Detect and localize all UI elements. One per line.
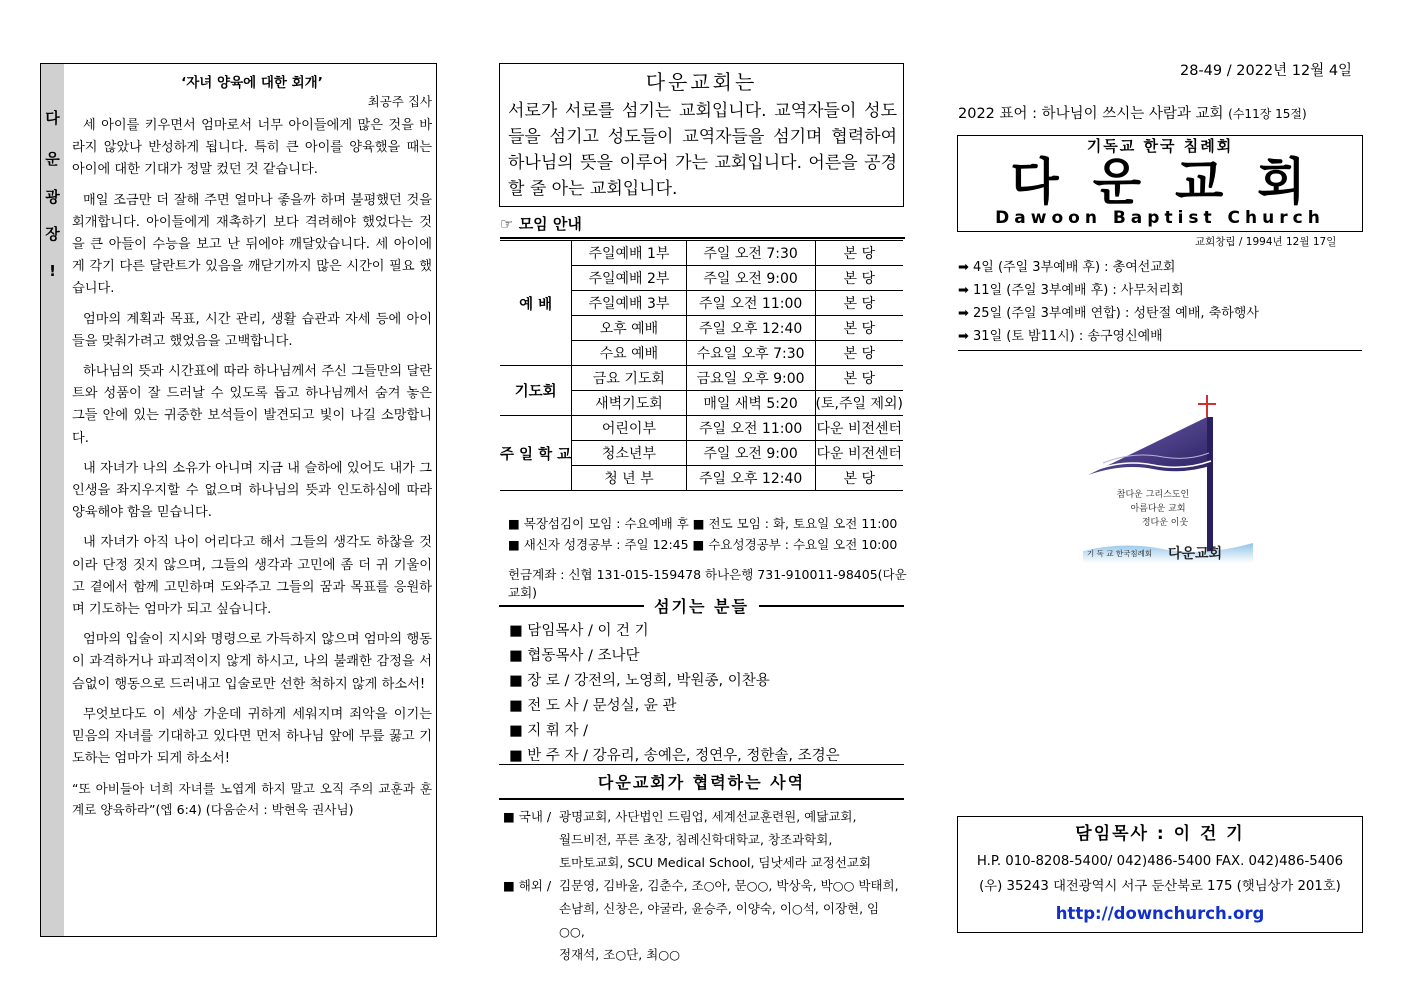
coop-list	[503, 805, 903, 966]
logo-motto-line: 아름다운 교회	[1130, 504, 1186, 514]
about-text: 서로가 서로를 섬기는 교회입니다. 교역자들이 성도들을 섬기고 성도들이 교역자들을 섬기며 협력하여 하나님의 뜻을 이루어 가는 교회입니다. 어른을 공경할 줄 아는 교회입니다.	[508, 101, 897, 199]
sidebar-char: 장	[45, 225, 60, 243]
note-line: ■ 목장섬김이 모임 : 수요예배 후 ■ 전도 모임 : 화, 토요일 오전 11:00	[508, 516, 898, 531]
meeting-header-label: 모임 안내	[518, 215, 582, 233]
sidebar-char: 운	[45, 150, 60, 168]
schedule-item: ➡ 31일 (토 밤11시) : 송구영신예배	[958, 329, 1163, 344]
offering-account: 헌금계좌 : 신협 131-015-159478 하나은행 731-910011-98405(다운교회)	[508, 567, 907, 600]
meeting-time: 금요일 오후 9:00	[686, 366, 815, 391]
coop-overseas	[503, 874, 903, 966]
meeting-time: 주일 오전 9:00	[686, 266, 815, 291]
meeting-place: 본 당	[815, 316, 903, 341]
meeting-name: 주일예배 2부	[572, 266, 687, 291]
issue-info: 28-49 / 2022년 12월 4일	[1180, 63, 1353, 79]
meeting-time: 수요일 오후 7:30	[686, 341, 815, 366]
denomination: 기독교 한국 침례회	[1086, 137, 1234, 155]
schedule-item: ➡ 4일 (주일 3부예배 후) : 총여선교회	[958, 260, 1176, 275]
divider	[499, 764, 904, 765]
coop-line: 토마토교회, SCU Medical School, 딤낫세라 교정선교회	[559, 855, 872, 870]
essay-paragraph: 매일 조금만 더 잘해 주면 얼마나 좋을까 하며 불평했던 것을 회개합니다. 아이들에게 재촉하기 보다 격려해야 했었다는 것을 큰 아들이 수능을 보고 난 뒤에야 깨달았습니다. 세 아이에게 각기 다른 달란트가 있음을 깨닫기까지 많은 시간이 필요 했습니다.	[72, 192, 432, 297]
note-line: ■ 새신자 성경공부 : 주일 12:45 ■ 수요성경공부 : 수요일 오전 10:00	[508, 537, 898, 552]
meeting-name: 청 년 부	[572, 466, 687, 491]
meeting-place: 본 당	[815, 366, 903, 391]
meeting-time: 주일 오전 9:00	[686, 441, 815, 466]
pastor-phone: H.P. 010-8208-5400/ 042)486-5400 FAX. 042)486-5406	[976, 854, 1344, 869]
servants-header-label: 섬기는 분들	[644, 597, 759, 616]
sidebar-char: 다	[45, 109, 60, 127]
essay-author: 최공주 집사	[367, 94, 432, 109]
sidebar-label	[41, 64, 64, 936]
meeting-name: 청소년부	[572, 441, 687, 466]
meeting-time: 매일 새벽 5:20	[686, 391, 815, 416]
about-title: 다운교회는	[645, 70, 758, 94]
sidebar-char: !	[49, 262, 56, 280]
meeting-name: 새벽기도회	[572, 391, 687, 416]
meeting-time: 주일 오후 12:40	[686, 466, 815, 491]
meeting-header	[500, 213, 905, 239]
essay-paragraph: 세 아이를 키우면서 엄마로서 너무 아이들에게 많은 것을 바라지 않았나 반성하게 됩니다. 특히 큰 아이를 양육했을 때는 아이에 대한 기대가 정말 컸던 것 같습니다.	[72, 118, 432, 178]
meeting-name: 주일예배 1부	[572, 241, 687, 266]
essay-paragraph: 내 자녀가 나의 소유가 아니며 지금 내 슬하에 있어도 내가 그 인생을 좌지우지할 수 없으며 하나님의 뜻과 인도하심에 따라 양육해야 함을 믿습니다.	[72, 460, 432, 521]
pastor-address: (우) 35243 대전광역시 서구 둔산북로 175 (햇님상가 201호)	[979, 879, 1341, 894]
meeting-name: 주일예배 3부	[572, 291, 687, 316]
coop-domestic	[503, 805, 903, 874]
coop-key: ■ 해외 /	[503, 878, 552, 893]
founded-date: 교회창립 / 1994년 12월 17일	[1195, 236, 1337, 248]
servant-item: ■ 담임목사 / 이 건 기	[509, 623, 649, 639]
meeting-time: 주일 오전 11:00	[686, 291, 815, 316]
church-english-name: Dawoon Baptist Church	[995, 208, 1325, 228]
servant-item: ■ 지 휘 자 /	[509, 723, 589, 739]
coop-key: ■ 국내 /	[503, 809, 552, 824]
schedule-item: ➡ 25일 (주일 3부예배 연합) : 성탄절 예배, 축하행사	[958, 306, 1259, 321]
essay-panel	[40, 63, 437, 937]
coop-line: 손남희, 신창은, 야굴라, 윤승주, 이양숙, 이○석, 이장현, 임○○,	[559, 901, 880, 939]
sidebar-char: 광	[45, 188, 60, 206]
church-logo	[1083, 393, 1253, 583]
meeting-row	[500, 241, 903, 266]
meeting-place: 다운 비전센터	[815, 416, 903, 441]
about-box	[499, 63, 904, 207]
meeting-time: 주일 오전 7:30	[686, 241, 815, 266]
meeting-place: 본 당	[815, 291, 903, 316]
meeting-place: 본 당	[815, 241, 903, 266]
meeting-place: 다운 비전센터	[815, 441, 903, 466]
church-website-link[interactable]: http://downchurch.org	[1055, 904, 1265, 923]
essay-quote: “또 아비들아 너희 자녀를 노엽게 하지 말고 오직 주의 교훈과 훈계로 양육하라”(엡 6:4) (다움순서 : 박현욱 권사님)	[72, 781, 432, 818]
coop-line: 정재석, 조○단, 최○○	[559, 947, 681, 962]
meeting-name: 어린이부	[572, 416, 687, 441]
logo-name: 다운교회	[1168, 546, 1223, 562]
pointing-hand-icon: ☞	[500, 215, 514, 233]
essay-title: ‘자녀 양육에 대한 회개’	[181, 75, 323, 91]
meeting-place: (토,주일 제외)	[815, 391, 903, 416]
meeting-place: 본 당	[815, 341, 903, 366]
logo-motto-line: 정다운 이웃	[1141, 518, 1189, 528]
motto-reference: (수11장 15절)	[1228, 107, 1307, 121]
servants-list	[509, 619, 909, 769]
coop-header	[499, 768, 904, 800]
servant-item: ■ 장 로 / 강전의, 노영희, 박원종, 이찬용	[509, 673, 770, 689]
essay-paragraph: 엄마의 계획과 목표, 시간 관리, 생활 습관과 자세 등에 아이들을 맞춰가려고 했었음을 고백합니다.	[72, 311, 432, 349]
logo-motto-line: 참다운 그리스도인	[1116, 490, 1190, 500]
essay-paragraph: 엄마의 입술이 지시와 명령으로 가득하지 않으며 엄마의 행동이 과격하거나 파괴적이지 않게 하시고, 나의 불쾌한 감정을 서슴없이 행동으로 드러내고 입술로만 선한 척하지 않게 하소서!	[72, 632, 432, 692]
yearly-motto	[958, 102, 1378, 123]
meeting-group-label: 예 배	[500, 241, 572, 366]
coop-line: 광명교회, 사단법인 드림업, 세계선교훈련원, 예닮교회,	[559, 809, 857, 824]
meeting-place: 본 당	[815, 266, 903, 291]
essay-paragraph: 내 자녀가 아직 나이 어리다고 해서 그들의 생각도 하찮을 것이라 단정 짓지 않으며, 그들의 생각과 고민에 좀 더 귀 기울이고 곁에서 함께 고민하며 도와주고 그들의 꿈과 목표를 응원하며 기도하는 엄마가 되고 싶습니다.	[72, 535, 432, 618]
meeting-name: 수요 예배	[572, 341, 687, 366]
essay-content	[72, 73, 432, 828]
servant-item: ■ 반 주 자 / 강유리, 송예은, 정연우, 정한솔, 조경은	[509, 748, 840, 764]
meeting-place: 본 당	[815, 466, 903, 491]
servant-item: ■ 전 도 사 / 문성실, 윤 관	[509, 698, 677, 714]
pastor-contact-box	[957, 816, 1363, 933]
coop-header-label: 다운교회가 협력하는 사역	[597, 773, 806, 792]
meeting-group-label: 기도회	[500, 366, 572, 416]
essay-paragraph: 하나님의 뜻과 시간표에 따라 하나님께서 주신 그들만의 달란트와 성품이 잘 드러날 수 있도록 돕고 하나님께서 숨겨 놓은 그들 안에 있는 귀중한 보석들이 발견되고 빛이 나길 소망합니다.	[72, 364, 432, 446]
schedule-item: ➡ 11일 (주일 3부예배 후) : 사무처리회	[958, 283, 1184, 298]
meeting-table	[500, 240, 903, 491]
meeting-name: 오후 예배	[572, 316, 687, 341]
meeting-time: 주일 오전 11:00	[686, 416, 815, 441]
meeting-row	[500, 366, 903, 391]
meeting-row	[500, 416, 903, 441]
meeting-name: 금요 기도회	[572, 366, 687, 391]
church-title-box	[957, 135, 1363, 232]
meeting-group-label: 주 일 학 교	[500, 416, 572, 491]
schedule-list	[958, 256, 1362, 351]
motto-text: 2022 표어 : 하나님이 쓰시는 사람과 교회	[958, 106, 1224, 122]
servants-header	[499, 596, 904, 614]
essay-paragraph: 무엇보다도 이 세상 가운데 귀하게 세워지며 죄악을 이기는 믿음의 자녀를 기대하고 있다면 먼저 하나님 앞에 무릎 꿇고 기도하는 엄마가 되게 하소서!	[72, 706, 432, 767]
pastor-title: 담임목사 : 이 건 기	[1075, 824, 1245, 844]
church-name: 다운교회	[1010, 153, 1340, 211]
meeting-time: 주일 오후 12:40	[686, 316, 815, 341]
coop-line: 김문영, 김바울, 김춘수, 조○아, 문○○, 박상욱, 박○○ 박태희,	[559, 878, 899, 893]
logo-denomination: 기 독 교 한국침례회	[1087, 549, 1153, 558]
servant-item: ■ 협동목사 / 조나단	[509, 648, 640, 664]
coop-line: 월드비전, 푸른 초장, 침례신학대학교, 창조과학회,	[559, 832, 833, 847]
meeting-notes	[508, 513, 908, 555]
